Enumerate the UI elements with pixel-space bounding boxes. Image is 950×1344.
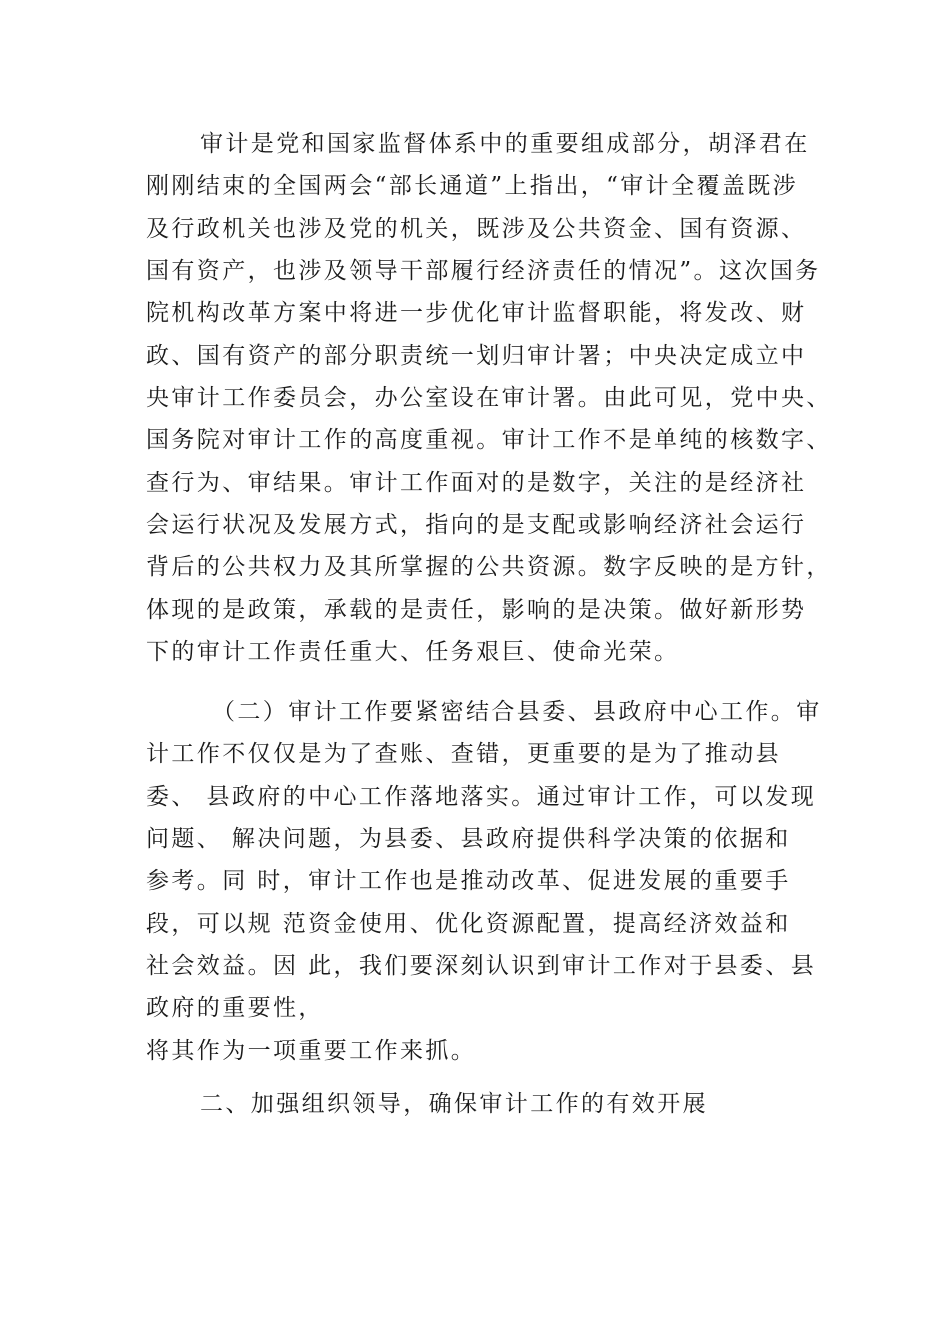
paragraph-line: 参考。同 时，审计工作也是推动改革、促进发展的重要手: [146, 868, 791, 894]
paragraph-line: 计工作不仅仅是为了查账、查错，更重要的是为了推动县: [146, 741, 781, 767]
paragraph-line: 院机构改革方案中将进一步优化审计监督职能，将发改、财: [146, 300, 807, 326]
paragraph-line: 委、 县政府的中心工作落地落实。通过审计工作，可以发现: [146, 784, 817, 810]
paragraph-line: 社会效益。因 此，我们要深刻认识到审计工作对于县委、县: [146, 953, 817, 979]
paragraph-line: 查行为、审结果。审计工作面对的是数字，关注的是经济社: [146, 470, 807, 496]
paragraph-line: 段，可以规 范资金使用、优化资源配置，提高经济效益和: [146, 911, 791, 937]
paragraph-line: 体现的是政策，承载的是责任，影响的是决策。做好新形势: [146, 597, 807, 623]
paragraph-line: 政府的重要性，: [146, 995, 324, 1021]
paragraph-line: 央审计工作委员会，办公室设在审计署。由此可见，党中央、: [146, 385, 832, 411]
paragraph-line: 审计是党和国家监督体系中的重要组成部分，胡泽君在: [200, 131, 810, 157]
paragraph-line: 会运行状况及发展方式，指向的是支配或影响经济社会运行: [146, 512, 807, 538]
paragraph-line: 国务院对审计工作的高度重视。审计工作不是单纯的核数字、: [146, 427, 832, 453]
section-heading: 二、加强组织领导，确保审计工作的有效开展: [200, 1091, 708, 1117]
paragraph-line: 国有资产，也涉及领导干部履行经济责任的情况”。这次国务: [146, 258, 821, 284]
paragraph-line: 将其作为一项重要工作来抓。: [146, 1038, 477, 1064]
paragraph-line: 背后的公共权力及其所掌握的公共资源。数字反映的是方针，: [146, 554, 832, 580]
paragraph-line: 下的审计工作责任重大、任务艰巨、使命光荣。: [146, 639, 680, 665]
paragraph-line: 及行政机关也涉及党的机关，既涉及公共资金、国有资源、: [146, 216, 807, 242]
paragraph-line: （二）审计工作要紧密结合县委、县政府中心工作。审: [212, 699, 822, 725]
paragraph-line: 问题、 解决问题，为县委、县政府提供科学决策的依据和: [146, 826, 791, 852]
paragraph-line: 刚刚结束的全国两会“部长通道”上指出，“审计全覆盖既涉: [146, 173, 799, 199]
paragraph-line: 政、国有资产的部分职责统一划归审计署；中央决定成立中: [146, 343, 807, 369]
